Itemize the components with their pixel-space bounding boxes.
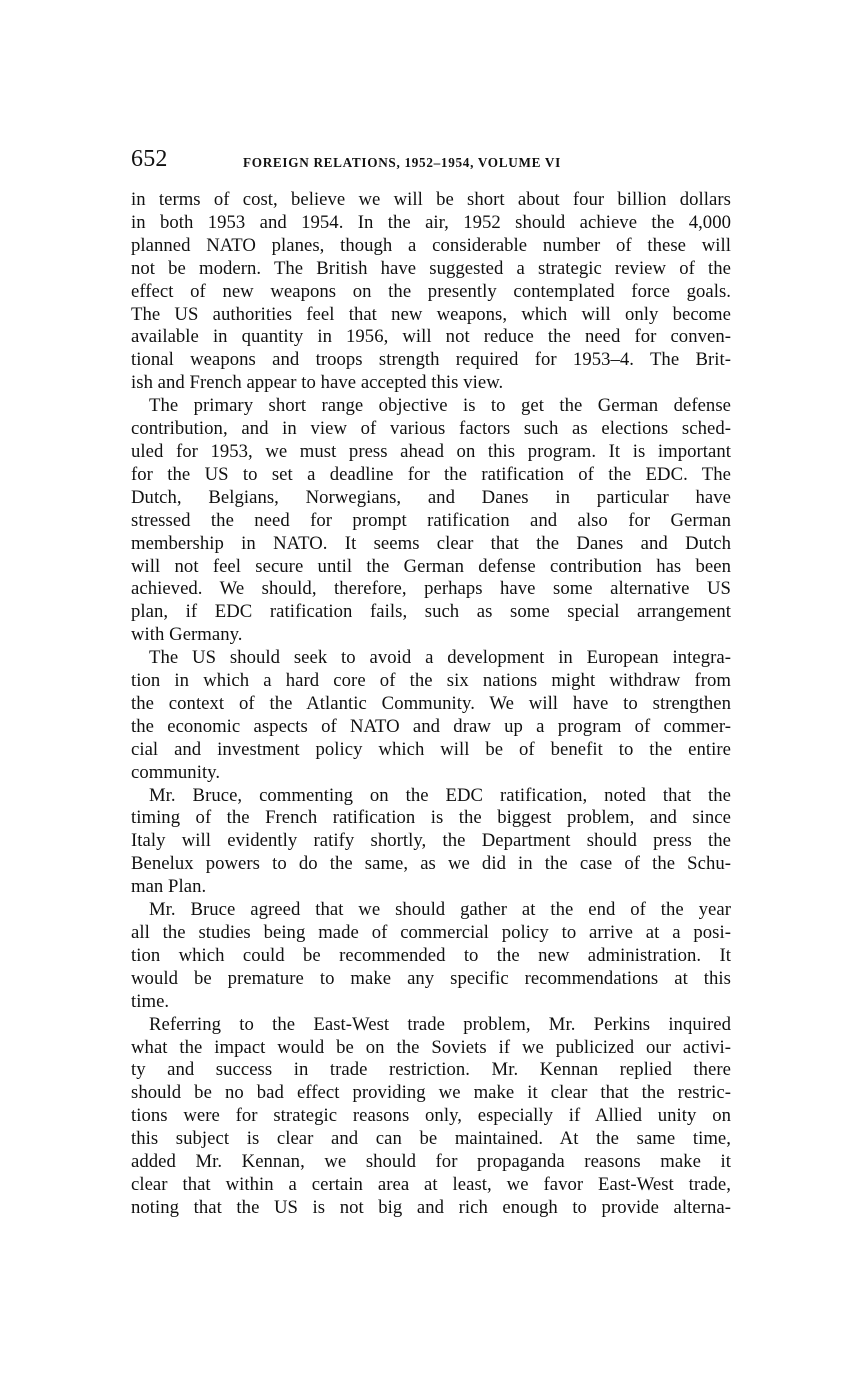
text-line: effect of new weapons on the presently contemplated force goals. — [131, 280, 731, 302]
paragraph — [131, 395, 731, 647]
text-line: ty and success in trade restriction. Mr. Kennan replied there — [131, 1059, 731, 1081]
text-line: this subject is clear and can be maintained. At the same time, — [131, 1128, 731, 1150]
text-line: time. — [131, 990, 170, 1012]
text-line: Benelux powers to do the same, as we did in the case of the Schu- — [131, 853, 731, 875]
running-head: FOREIGN RELATIONS, 1952–1954, VOLUME VI — [243, 155, 561, 170]
text-line: what the impact would be on the Soviets if we publicized our activi- — [131, 1036, 731, 1058]
text-line: the context of the Atlantic Community. We will have to strengthen — [131, 692, 731, 714]
text-line: tion which could be recommended to the new administration. It — [131, 944, 731, 966]
text-line: Mr. Bruce, commenting on the EDC ratification, noted that the — [149, 784, 731, 806]
text-line: stressed the need for prompt ratification and also for German — [131, 509, 731, 531]
text-line: all the studies being made of commercial policy to arrive at a posi- — [131, 922, 731, 943]
text-line: The US authorities feel that new weapons, which will only become — [131, 303, 731, 325]
text-line: tion in which a hard core of the six nations might withdraw from — [131, 670, 731, 692]
text-line: in both 1953 and 1954. In the air, 1952 should achieve the 4,000 — [131, 211, 731, 233]
text-line: with Germany. — [131, 624, 243, 646]
text-line: available in quantity in 1956, will not reduce the need for conven- — [131, 326, 731, 348]
text-line: added Mr. Kennan, we should for propaganda reasons make it — [131, 1151, 731, 1173]
text-line: for the US to set a deadline for the ratification of the EDC. The — [131, 463, 731, 485]
paragraph — [131, 647, 731, 784]
text-line: plan, if EDC ratification fails, such as some special arrangement — [131, 601, 731, 623]
text-line: The primary short range objective is to get the German defense — [149, 395, 731, 417]
paragraph — [131, 189, 731, 395]
document-page — [131, 142, 731, 1220]
text-line: noting that the US is not big and rich enough to provide alterna- — [131, 1196, 731, 1218]
text-line: in terms of cost, believe we will be short about four billion dollars — [131, 189, 731, 210]
text-line: contribution, and in view of various factors such as elections sched- — [131, 418, 731, 440]
text-line: cial and investment policy which will be of benefit to the entire — [131, 738, 731, 760]
text-line: the economic aspects of NATO and draw up a program of commer- — [131, 715, 731, 737]
text-line: tions were for strategic reasons only, especially if Allied unity on — [131, 1105, 731, 1127]
text-line: uled for 1953, we must press ahead on this program. It is important — [131, 440, 731, 462]
body-text — [131, 189, 731, 1220]
text-line: ish and French appear to have accepted this view. — [131, 372, 504, 394]
text-line: planned NATO planes, though a considerable number of these will — [131, 234, 731, 256]
text-line: Mr. Bruce agreed that we should gather at the end of the year — [149, 899, 731, 921]
text-line: not be modern. The British have suggested a strategic review of the — [131, 257, 731, 279]
text-line: tional weapons and troops strength required for 1953–4. The Brit- — [131, 349, 731, 371]
page-header — [131, 142, 731, 184]
text-line: Referring to the East-West trade problem, Mr. Perkins inquired — [149, 1013, 731, 1035]
text-line: membership in NATO. It seems clear that the Danes and Dutch — [131, 532, 731, 554]
text-line: would be premature to make any specific recommendations at this — [131, 967, 731, 989]
page-number: 652 — [131, 146, 168, 172]
text-line: timing of the French ratification is the biggest problem, and since — [131, 807, 731, 829]
paragraph — [131, 785, 731, 900]
text-line: man Plan. — [131, 876, 207, 898]
text-line: The US should seek to avoid a development in European integra- — [149, 647, 731, 669]
text-line: community. — [131, 761, 221, 783]
text-line: should be no bad effect providing we make it clear that the restric- — [131, 1082, 731, 1104]
text-line: Italy will evidently ratify shortly, the Department should press the — [131, 830, 731, 852]
paragraph — [131, 1014, 731, 1220]
text-line: Dutch, Belgians, Norwegians, and Danes in particular have — [131, 486, 731, 508]
text-line: achieved. We should, therefore, perhaps have some alternative US — [131, 578, 731, 600]
text-line: clear that within a certain area at least, we favor East-West trade, — [131, 1173, 731, 1195]
paragraph — [131, 899, 731, 1014]
text-line: will not feel secure until the German defense contribution has been — [131, 555, 731, 577]
